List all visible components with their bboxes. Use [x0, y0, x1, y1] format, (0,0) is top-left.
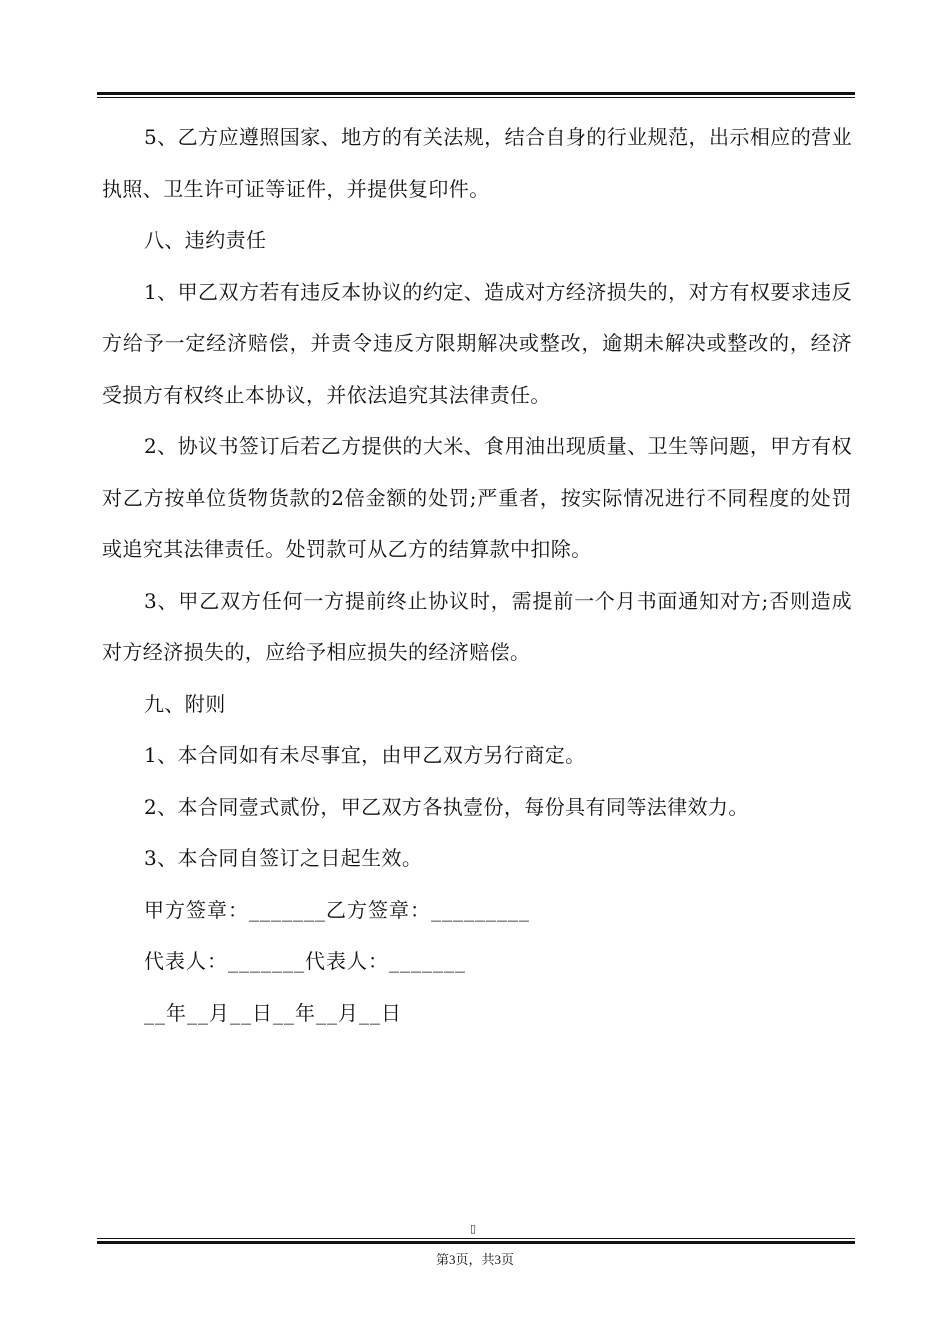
- footer-rule-thin: [97, 1238, 855, 1239]
- appendix-clause-2: 2、本合同壹式贰份，甲乙双方各执壹份，每份具有同等法律效力。: [144, 794, 749, 819]
- appendix-clause-1: 1、本合同如有未尽事宜，由甲乙双方另行商定。: [144, 743, 586, 767]
- footer-placeholder-glyph: ▯: [470, 1222, 477, 1235]
- date-line: __年__月__日__年__月__日: [144, 1000, 402, 1025]
- footer-rule-thick: [97, 1241, 855, 1244]
- page-number: 第3页，共3页: [435, 1252, 514, 1267]
- document-body: [102, 112, 852, 1039]
- breach-clause-2: 2、协议书签订后若乙方提供的大米、食用油出现质量、卫生等问题，甲方有权对乙方按单位货物货款的2倍金额的处罚;严重者，按实际情况进行不同程度的处罚或追究其法律责任。处罚款可从乙方的结算款中扣除。: [102, 434, 852, 561]
- representative-line: 代表人：_______代表人：_______: [144, 949, 466, 973]
- header-rule-thick: [97, 92, 855, 95]
- header-rule-thin: [97, 97, 855, 98]
- breach-clause-3: 3、甲乙双方任何一方提前终止协议时，需提前一个月书面通知对方;否则造成对方经济损失的，应给予相应损失的经济赔偿。: [102, 588, 852, 664]
- clause-5-paragraph: 5、乙方应遵照国家、地方的有关法规，结合自身的行业规范，出示相应的营业执照、卫生许可证等证件，并提供复印件。: [102, 125, 852, 201]
- section-heading-breach: 八、违约责任: [144, 228, 267, 252]
- signature-line: 甲方签章：_______乙方签章：_________: [144, 897, 530, 922]
- section-heading-appendix: 九、附则: [144, 691, 226, 716]
- appendix-clause-3: 3、本合同自签订之日起生效。: [144, 846, 423, 870]
- breach-clause-1: 1、甲乙双方若有违反本协议的约定、造成对方经济损失的，对方有权要求违反方给予一定经济赔偿，并责令违反方限期解决或整改，逾期未解决或整改的，经济受损方有权终止本协议，并依法追究其法律责任。: [102, 279, 852, 407]
